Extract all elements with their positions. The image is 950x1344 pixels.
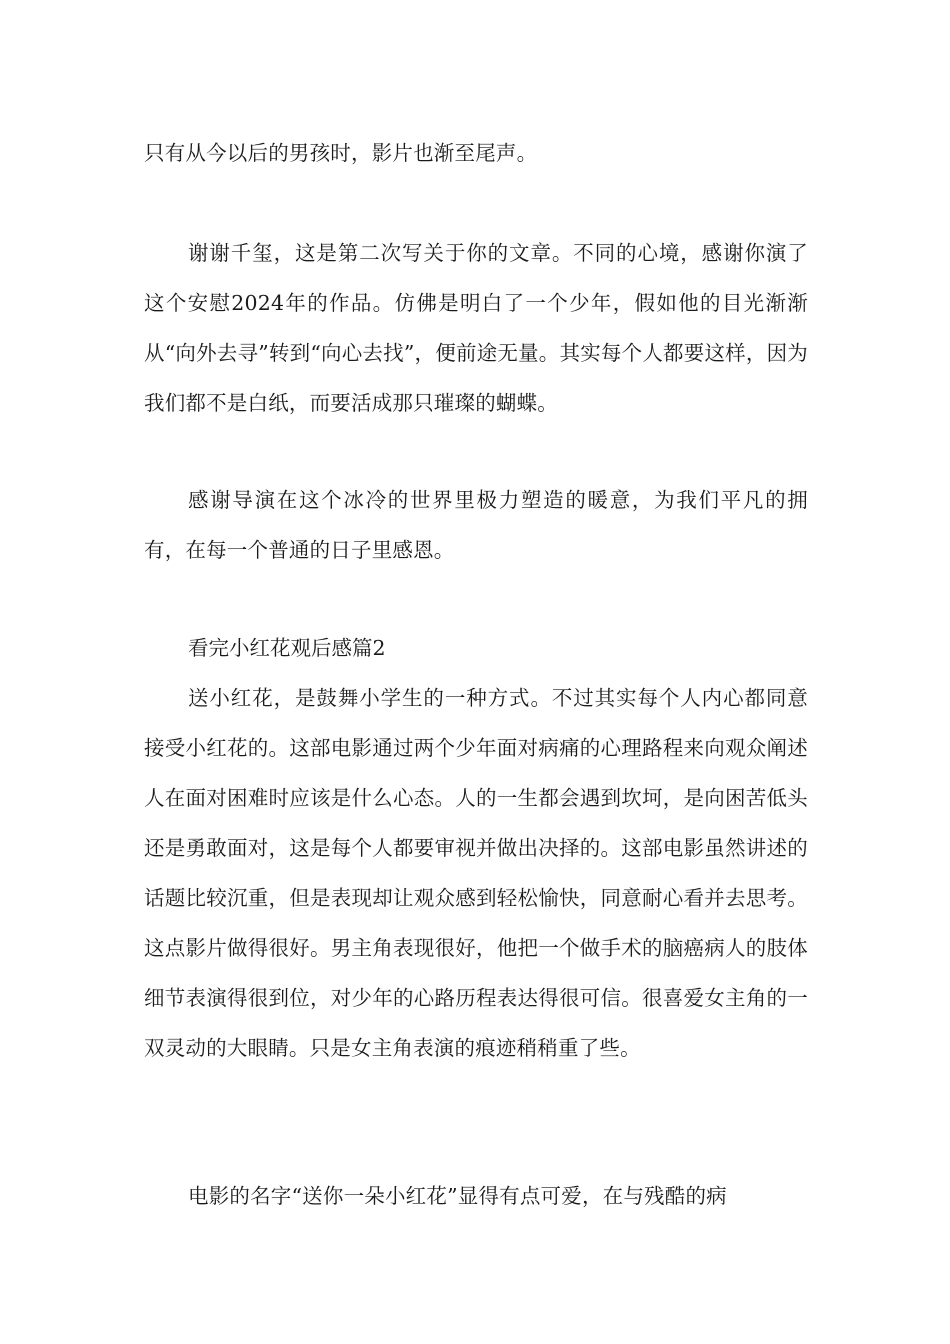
paragraph-thanks-qianxi: 谢谢千玺，这是第二次写关于你的文章。不同的心境，感谢你演了这个安慰2024年的作品。仿佛是明白了一个少年，假如他的目光渐渐从“向外去寻”转到“向心去找”，便前途无量。其实每个人都要这样，因为我们都不是白纸，而要活成那只璀璨的蝴蝶。 (144, 241, 808, 415)
section-heading: 看完小红花观后感篇2 (188, 636, 386, 660)
paragraph-review-body: 送小红花，是鼓舞小学生的一种方式。不过其实每个人内心都同意接受小红花的。这部电影通过两个少年面对病痛的心理路程来向观众阐述人在面对困难时应该是什么心态。人的一生都会遇到坎坷，是向困苦低头还是勇敢面对，这是每个人都要审视并做出决择的。这部电影虽然讲述的话题比较沉重，但是表现却让观众感到轻松愉快，同意耐心看并去思考。这点影片做得很好。男主角表现很好，他把一个做手术的脑癌病人的肢体细节表演得很到位，对少年的心路历程表达得很可信。很喜爱女主角的一双灵动的大眼睛。只是女主角表演的痕迹稍稍重了些。 (144, 686, 808, 1060)
paragraph-thanks-director: 感谢导演在这个冰冷的世界里极力塑造的暖意，为我们平凡的拥有，在每一个普通的日子里感恩。 (144, 488, 808, 562)
paragraph-continuation: 只有从今以后的男孩时，影片也渐至尾声。 (144, 141, 538, 165)
paragraph-movie-title: 电影的名字“送你一朵小红花”显得有点可爱，在与残酷的病 (188, 1184, 727, 1208)
